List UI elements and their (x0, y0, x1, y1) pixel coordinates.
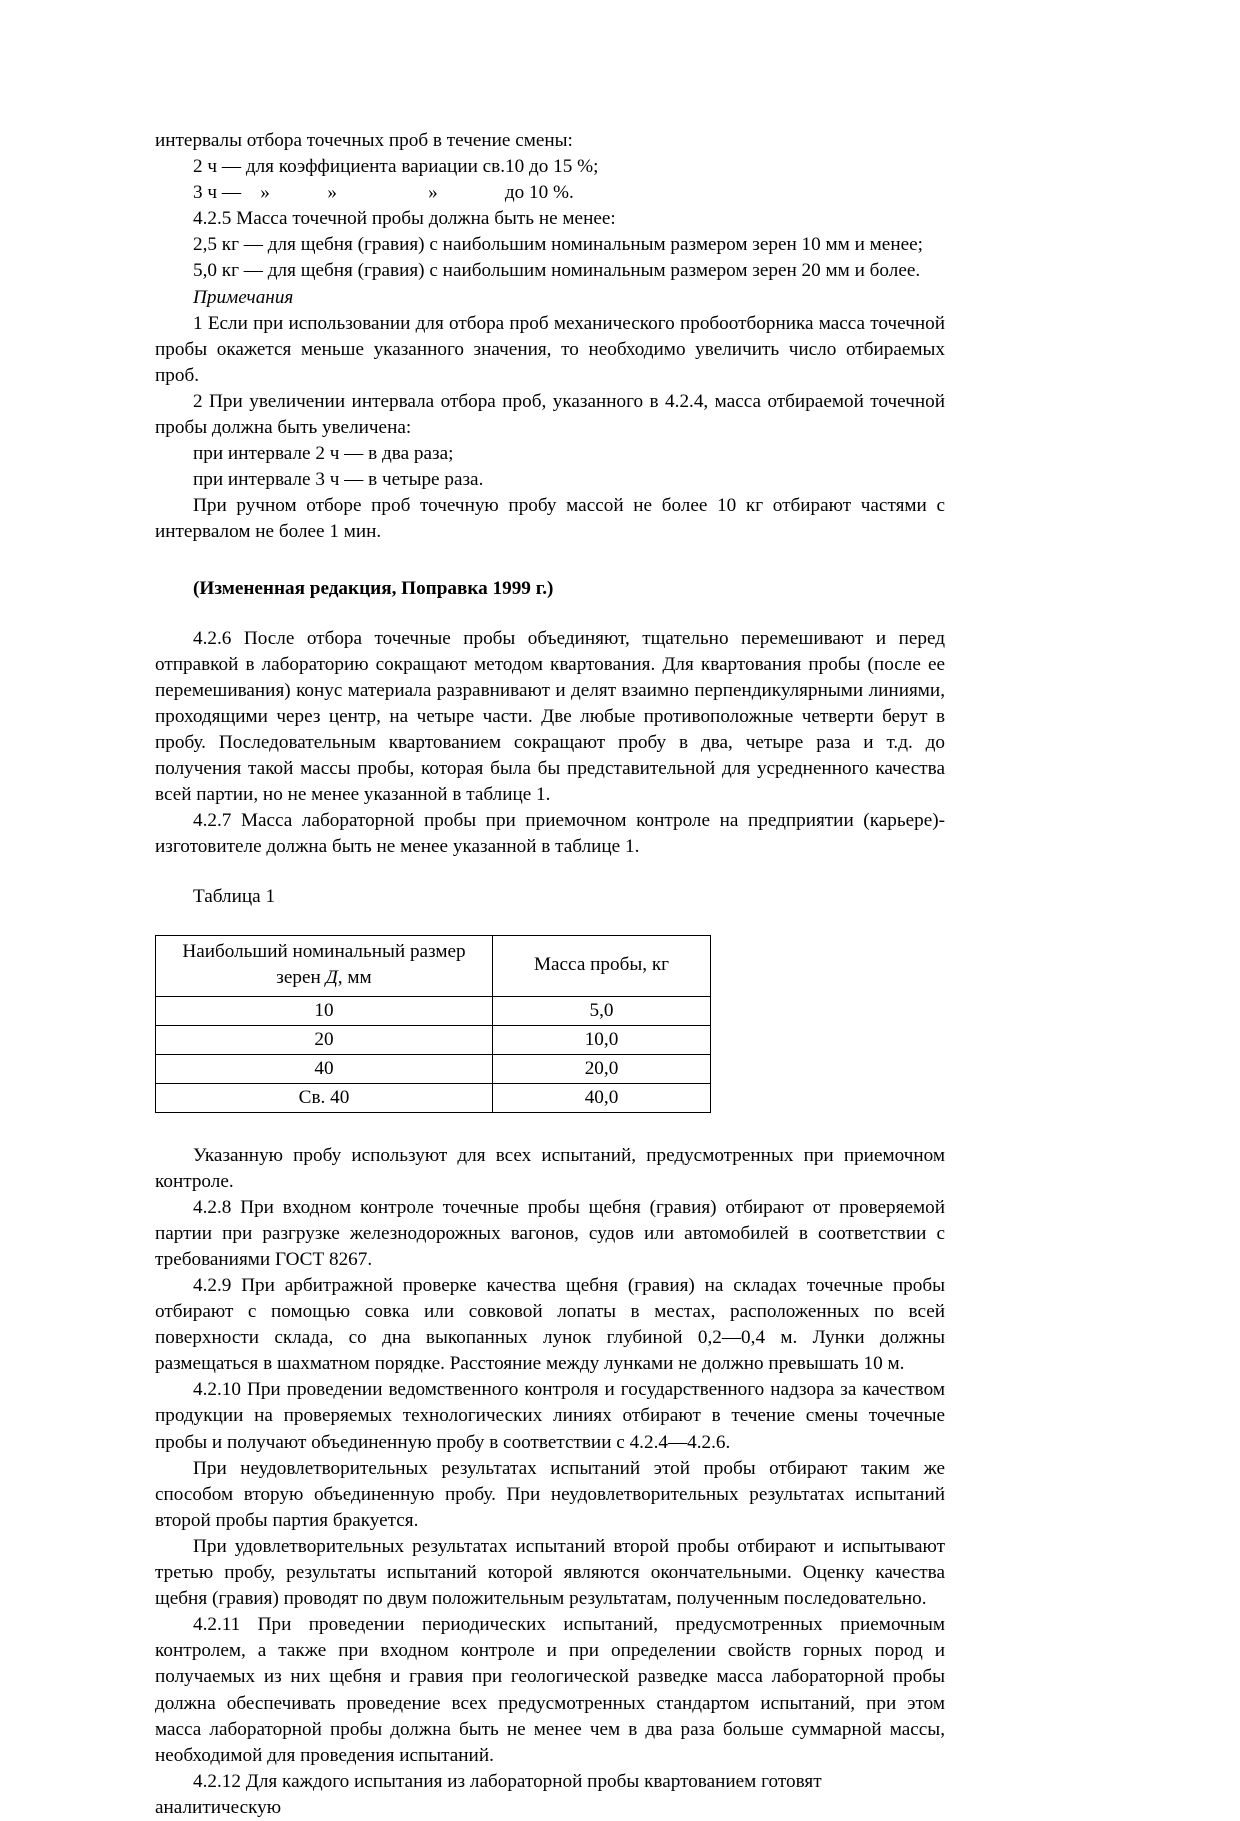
paragraph-clause-4-2-10: 4.2.10 При проведении ведомственного контроля и государственного надзора за качеством продукции на проверяемых технологических линиях отбирают в течение смены точечные пробы и получают объединенную пробу в соответствии с 4.2.4—4.2.6. (155, 1379, 945, 1453)
table-caption: Таблица 1 (193, 886, 276, 908)
table-header-cell-grain-size (156, 935, 493, 996)
paragraph-note-2-item-a: при интервале 2 ч — в два раза; (193, 443, 454, 465)
paragraph-note-2: 2 При увеличении интервала отбора проб, указанного в 4.2.4, масса отбираемой точечной пробы должна быть увеличена: (155, 390, 945, 439)
spacer (155, 602, 945, 626)
spacer (155, 860, 945, 884)
table-header-row (156, 935, 711, 996)
spacer (155, 546, 945, 576)
header-line-1: Наибольший номинальный размер (182, 940, 466, 962)
table-header-cell-sample-mass: Масса пробы, кг (493, 935, 711, 996)
paragraph-manual-sampling: При ручном отборе проб точечную пробу массой не более 10 кг отбирают частями с интервалом не более 1 мин. (155, 495, 945, 543)
paragraph-notes-heading: Примечания (193, 286, 294, 308)
spacer (155, 1113, 945, 1143)
cell-sample-mass: 40,0 (493, 1083, 711, 1112)
paragraph-amendment-notice: (Измененная редакция, Поправка 1999 г.) (193, 577, 554, 599)
cell-sample-mass: 5,0 (493, 996, 711, 1025)
paragraph-unsatisfactory-results: При неудовлетворительных результатах испытаний этой пробы отбирают таким же способом вторую объединенную пробу. При неудовлетворительных результатах испытаний второй пробы партия бракуется. (155, 1457, 945, 1531)
spacer (155, 911, 945, 935)
paragraph-clause-4-2-9: 4.2.9 При арбитражной проверке качества щебня (гравия) на складах точечные пробы отбирают с помощью совка или совковой лопаты в местах, расположенных по всей поверхности склада, со дна выкопанных лунок глубиной 0,2—0,4 м. Лунки должны размещаться в шахматном порядке. Расстояние между лунками не должно превышать 10 м. (155, 1275, 945, 1375)
cell-grain-size: 20 (156, 1025, 493, 1054)
paragraph-interval-3h: 3 ч — » » » до 10 %. (193, 182, 574, 204)
paragraph-clause-4-2-8: 4.2.8 При входном контроле точечные пробы щебня (гравия) отбирают от проверяемой партии при разгрузке железнодорожных вагонов, судов или автомобилей в соответствии с требованиями ГОСТ 8267. (155, 1196, 945, 1270)
table-row (156, 1025, 711, 1054)
cell-sample-mass: 20,0 (493, 1054, 711, 1083)
table-sample-mass (155, 935, 711, 1113)
table-row (156, 1083, 711, 1112)
header-line-2-suffix: , мм (337, 966, 372, 988)
paragraph-clause-4-2-7: 4.2.7 Масса лабораторной пробы при приемочном контроле на предприятии (карьере)-изготовителе должна быть не менее указанной в таблице 1. (155, 810, 945, 858)
paragraph-clause-4-2-5-item-b: 5,0 кг — для щебня (гравия) с наибольшим номинальным размером зерен 20 мм и более. (193, 260, 921, 282)
cell-grain-size: 10 (156, 996, 493, 1025)
paragraph-after-table: Указанную пробу используют для всех испытаний, предусмотренных при приемочном контроле. (155, 1144, 945, 1192)
paragraph-clause-4-2-11: 4.2.11 При проведении периодических испытаний, предусмотренных приемочным контролем, а также при входном контроле и при определении свойств горных пород и получаемых из них щебня и гравия при геологической разведке масса лабораторной пробы должна обеспечивать проведение всех предусмотренных стандартом испытаний, при этом масса лабораторной пробы должна быть не менее чем в два раза больше суммарной массы, необходимой для проведения испытаний. (155, 1614, 945, 1766)
paragraph-intervals-lead: интервалы отбора точечных проб в течение смены: (155, 130, 573, 151)
paragraph-interval-2h: 2 ч — для коэффициента вариации св.10 до 15 %; (193, 156, 599, 178)
table-row (156, 996, 711, 1025)
table-header (156, 935, 711, 996)
cell-grain-size: 40 (156, 1054, 493, 1083)
document-page (155, 128, 945, 1821)
table-row (156, 1054, 711, 1083)
header-symbol-d: Д (325, 966, 338, 988)
paragraph-clause-4-2-5-item-a: 2,5 кг — для щебня (гравия) с наибольшим номинальным размером зерен 10 мм и менее; (193, 234, 923, 256)
paragraph-satisfactory-results: При удовлетворительных результатах испытаний второй пробы отбирают и испытывают третью пробу, результаты испытаний которой являются окончательными. Оценку качества щебня (гравия) проводят по двум положительным результатам, полученным последовательно. (155, 1535, 945, 1610)
table-1-wrapper (155, 935, 945, 1113)
paragraph-note-1: 1 Если при использовании для отбора проб механического пробоотборника масса точечной пробы окажется меньше указанного значения, то необходимо увеличить число отбираемых проб. (155, 312, 945, 386)
paragraph-clause-4-2-5: 4.2.5 Масса точечной пробы должна быть не менее: (193, 208, 616, 230)
table-body (156, 996, 711, 1112)
header-line-2-prefix: зерен (276, 966, 326, 988)
paragraph-note-2-item-b: при интервале 3 ч — в четыре раза. (193, 469, 484, 491)
paragraph-clause-4-2-12: 4.2.12 Для каждого испытания из лабораторной пробы квартованием готовят аналитическую (155, 1770, 822, 1818)
paragraph-clause-4-2-6: 4.2.6 После отбора точечные пробы объединяют, тщательно перемешивают и перед отправкой в лабораторию сокращают методом квартования. Для квартования пробы (после ее перемешивания) конус материала разравнивают и делят взаимно перпендикулярными линиями, проходящими через центр, на четыре части. Две любые противоположные четверти берут в пробу. Последовательным квартованием сокращают пробу в два, четыре раза и т.д. до получения такой массы пробы, которая была бы представительной для усредненного качества всей партии, но не менее указанной в таблице 1. (155, 627, 945, 806)
cell-sample-mass: 10,0 (493, 1025, 711, 1054)
cell-grain-size: Св. 40 (156, 1083, 493, 1112)
